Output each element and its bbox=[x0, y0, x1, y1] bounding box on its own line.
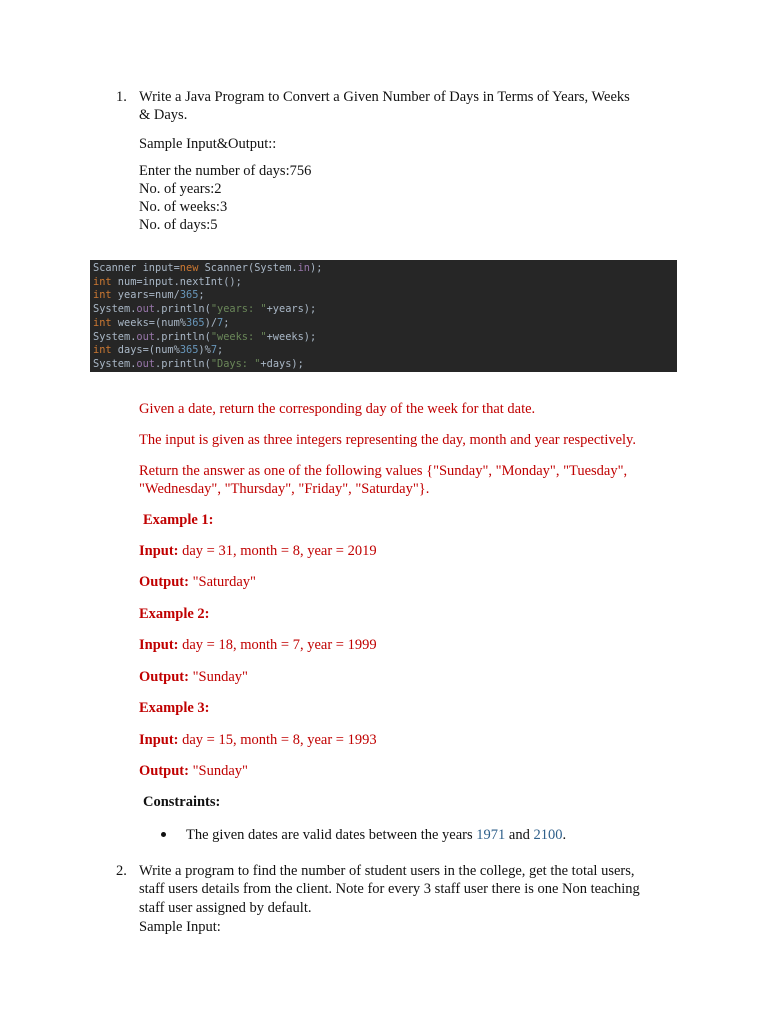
example-input bbox=[139, 542, 377, 560]
example-input bbox=[139, 731, 377, 749]
code-token: 7 bbox=[210, 344, 218, 357]
q2-line2: staff users details from the client. Note for every 3 staff user there is one Non teaching bbox=[139, 881, 640, 897]
code-token: )/ bbox=[204, 316, 218, 329]
example-output-value: "Sunday" bbox=[188, 669, 248, 685]
q1-io-line: Enter the number of days:756 bbox=[139, 163, 312, 179]
q1-io-line: No. of weeks:3 bbox=[139, 199, 228, 215]
output-label: Output: bbox=[139, 574, 189, 590]
example-output bbox=[139, 762, 248, 780]
example-output bbox=[139, 668, 248, 686]
code-token: 365 bbox=[186, 316, 205, 329]
example-input-value: day = 18, month = 7, year = 1999 bbox=[178, 637, 377, 653]
constraint-year-max: 2100 bbox=[533, 827, 563, 843]
example-heading: Example 3: bbox=[139, 700, 210, 716]
constraint-text: and bbox=[505, 827, 534, 843]
output-label: Output: bbox=[139, 669, 189, 685]
code-token: ); bbox=[310, 262, 323, 274]
constraint-text: The given dates are valid dates between the years bbox=[186, 827, 477, 843]
example-output bbox=[139, 573, 256, 591]
q2-line4: Sample Input: bbox=[139, 919, 221, 935]
code-line bbox=[90, 262, 677, 276]
code-token: "weeks: " bbox=[210, 330, 267, 343]
code-token: System. bbox=[93, 330, 137, 343]
example-input-value: day = 31, month = 8, year = 2019 bbox=[178, 543, 377, 559]
code-token: int bbox=[93, 316, 112, 329]
code-line bbox=[90, 303, 677, 317]
example-output-value: "Sunday" bbox=[188, 763, 248, 779]
code-token: 365 bbox=[179, 289, 199, 302]
q1-sample-heading: Sample Input&Output:: bbox=[139, 136, 277, 152]
input-label: Input: bbox=[139, 543, 179, 559]
constraint-year-min: 1971 bbox=[476, 827, 506, 843]
q2-number: 2. bbox=[116, 863, 127, 879]
code-token: new bbox=[179, 262, 199, 274]
code-token: .println( bbox=[155, 357, 211, 370]
example-input-value: day = 15, month = 8, year = 1993 bbox=[178, 732, 377, 748]
code-token: +days); bbox=[260, 357, 304, 370]
q1-number: 1. bbox=[116, 89, 127, 105]
code-token: )% bbox=[198, 344, 211, 357]
code-token: int bbox=[93, 289, 112, 302]
code-token: days=(num% bbox=[111, 344, 180, 357]
code-token: int bbox=[93, 344, 112, 357]
code-token: +years); bbox=[266, 303, 317, 316]
constraint-text: . bbox=[562, 827, 567, 843]
code-token: System. bbox=[93, 303, 137, 316]
input-label: Input: bbox=[139, 637, 179, 653]
q1-io-line: No. of days:5 bbox=[139, 217, 218, 233]
example-output-value: "Saturday" bbox=[188, 574, 256, 590]
code-token: out bbox=[136, 330, 156, 343]
code-token: 365 bbox=[179, 344, 199, 357]
code-token: .println( bbox=[155, 303, 211, 316]
input-label: Input: bbox=[139, 732, 179, 748]
code-token: ; bbox=[198, 289, 205, 302]
code-token: weeks=(num% bbox=[111, 316, 187, 329]
code-token: .println( bbox=[155, 330, 211, 343]
code-token: int bbox=[93, 275, 112, 288]
code-token: System. bbox=[93, 357, 137, 370]
example-input bbox=[139, 636, 377, 654]
code-token: 7 bbox=[217, 316, 224, 329]
q1-title-line1: Write a Java Program to Convert a Given Number of Days in Terms of Years, Weeks bbox=[139, 89, 630, 105]
code-token: "Days: " bbox=[210, 357, 261, 370]
code-line bbox=[90, 317, 677, 331]
code-block bbox=[90, 260, 677, 372]
q1-io-line: No. of years:2 bbox=[139, 181, 222, 197]
code-token: "years: " bbox=[210, 303, 267, 316]
problem-paragraph-3-line2: "Wednesday", "Thursday", "Friday", "Saturday"}. bbox=[139, 481, 430, 497]
code-token: years=num/ bbox=[111, 289, 180, 302]
code-token: out bbox=[136, 357, 156, 370]
code-token: Scanner input= bbox=[93, 262, 180, 274]
code-token: in bbox=[297, 262, 311, 274]
code-token: ; bbox=[217, 344, 224, 357]
code-line bbox=[90, 289, 677, 303]
code-line bbox=[90, 358, 677, 372]
code-token: Scanner(System. bbox=[198, 262, 298, 274]
example-heading: Example 2: bbox=[139, 606, 210, 622]
example-heading: Example 1: bbox=[143, 512, 214, 528]
code-token: ; bbox=[223, 316, 230, 329]
constraint-item bbox=[186, 826, 566, 844]
output-label: Output: bbox=[139, 763, 189, 779]
code-line bbox=[90, 276, 677, 290]
bullet-icon bbox=[161, 832, 166, 837]
constraints-heading: Constraints: bbox=[143, 794, 221, 810]
code-token: out bbox=[136, 303, 156, 316]
code-token: +weeks); bbox=[266, 330, 317, 343]
code-line bbox=[90, 331, 677, 345]
q1-title-line2: & Days. bbox=[139, 107, 188, 123]
problem-paragraph-3-line1: Return the answer as one of the following values {"Sunday", "Monday", "Tuesday", bbox=[139, 463, 628, 479]
code-token: num=input.nextInt(); bbox=[111, 275, 242, 288]
problem-paragraph-1: Given a date, return the corresponding day of the week for that date. bbox=[139, 401, 536, 417]
q2-line1: Write a program to find the number of student users in the college, get the total users, bbox=[139, 863, 635, 879]
code-line bbox=[90, 344, 677, 358]
problem-paragraph-2: The input is given as three integers representing the day, month and year respectively. bbox=[139, 432, 636, 448]
q2-line3: staff user assigned by default. bbox=[139, 900, 312, 916]
